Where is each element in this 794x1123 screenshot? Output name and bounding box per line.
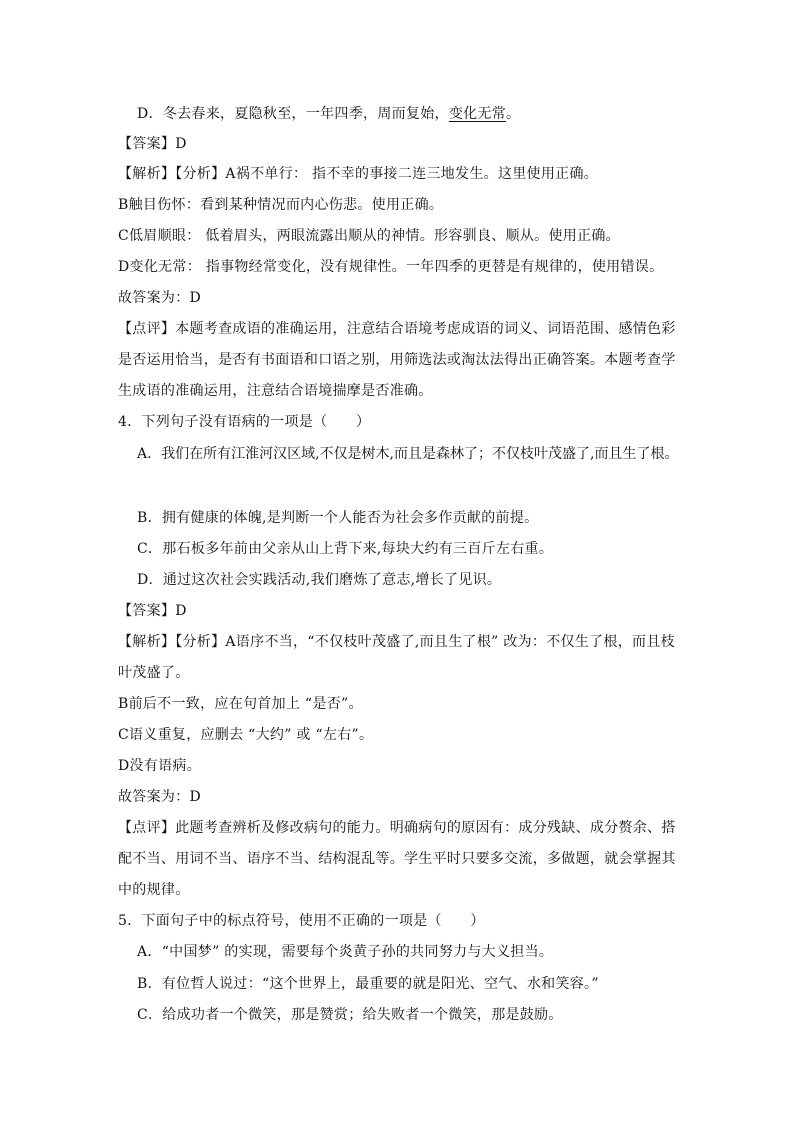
- q3-analysis-line-2: B触目伤怀：看到某种情况而内心伤悲。使用正确。: [118, 197, 444, 213]
- q4-option-b: B．拥有健康的体魄,是判断一个人能否为社会多作贡献的前提。: [137, 510, 539, 526]
- q4-analysis-line-3: B前后不一致，应在句首加上 “是否”。: [118, 696, 363, 712]
- q4-option-d: D．通过这次社会实践活动,我们磨炼了意志,增长了见识。: [137, 572, 502, 588]
- q3-comment-line-1: 【点评】本题考查成语的准确运用，注意结合语境考虑成语的词义、词语范围、感情色彩: [118, 321, 676, 337]
- q4-comment-line-1: 【点评】此题考查辨析及修改病句的能力。明确病句的原因有：成分残缺、成分赘余、搭: [118, 820, 676, 836]
- q3-option-d-suffix: 。: [506, 106, 521, 122]
- q4-analysis-line-2: 叶茂盛了。: [118, 665, 190, 681]
- q5-option-a: A．“中国梦” 的实现，需要每个炎黄子孙的共同努力与大义担当。: [137, 944, 554, 960]
- q4-analysis-line-1: 【解析】【分析】A语序不当，“不仅枝叶茂盛了,而且生了根” 改为：不仅生了根，而且枝: [118, 634, 675, 650]
- q5-question: 5．下面句子中的标点符号，使用不正确的一项是（ ）: [118, 913, 485, 929]
- q3-option-d-underlined: 变化无常: [448, 106, 507, 122]
- q5-option-b: B．有位哲人说过：“这个世界上，最重要的就是阳光、空气、水和笑容。”: [137, 976, 599, 992]
- q4-analysis-line-5: D没有语病。: [118, 758, 202, 774]
- q4-conclusion: 故答案为：D: [118, 789, 202, 805]
- q3-comment-line-2: 是否运用恰当，是否有书面语和口语之别，用筛选法或淘汰法得出正确答案。本题考查学: [118, 352, 676, 368]
- q4-analysis-line-4: C语义重复，应删去 “大约” 或 “左右”。: [118, 727, 374, 743]
- q3-analysis-line-4: D变化无常： 指事物经常变化，没有规律性。一年四季的更替是有规律的，使用错误。: [118, 259, 664, 275]
- q3-analysis-line-1: 【解析】【分析】A祸不单行： 指不幸的事接二连三地发生。这里使用正确。: [118, 166, 599, 182]
- q4-comment-line-2: 配不当、用词不当、语序不当、结构混乱等。学生平时只要多交流，多做题，就会掌握其: [118, 851, 676, 867]
- q4-answer: 【答案】D: [118, 603, 187, 619]
- q4-option-a: A．我们在所有江淮河汉区域,不仅是树木,而且是森林了；不仅枝叶茂盛了,而且生了根。: [137, 446, 679, 462]
- q4-option-c: C．那石板多年前由父亲从山上背下来,每块大约有三百斤左右重。: [137, 541, 554, 557]
- q3-analysis-line-3: C低眉顺眼： 低着眉头，两眼流露出顺从的神情。形容驯良、顺从。使用正确。: [118, 228, 620, 244]
- q3-comment-line-3: 生成语的准确运用，注意结合语境揣摩是否准确。: [118, 383, 433, 399]
- q3-answer: 【答案】D: [118, 136, 187, 152]
- q4-comment-line-3: 中的规律。: [118, 882, 190, 898]
- q3-conclusion: 故答案为：D: [118, 290, 202, 306]
- q4-question: 4．下列句子没有语病的一项是（ ）: [118, 414, 371, 430]
- q5-option-c: C．给成功者一个微笑，那是赞赏；给失败者一个微笑，那是鼓励。: [137, 1007, 563, 1023]
- q3-option-d-prefix: D．冬去春来，夏隐秋至，一年四季，周而复始，: [137, 106, 449, 122]
- q3-option-d: [137, 104, 520, 124]
